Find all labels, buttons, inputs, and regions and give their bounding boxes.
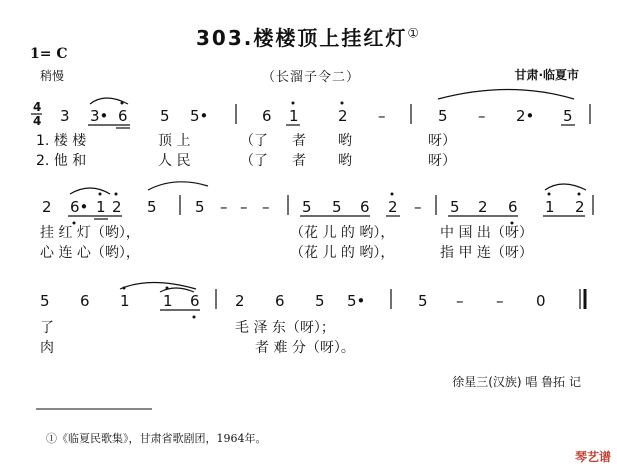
note: 5 [450,198,460,216]
note: 2 [42,198,52,216]
note: 5• [347,292,366,310]
lyric-line2: 者 [292,153,306,169]
note: 6 [262,107,272,125]
lyric-line1: 了 [40,320,54,336]
note: – [240,198,248,216]
note: 6 [118,107,128,125]
lyric-line1: 呀） [428,133,456,149]
lyric-line1: 1. 楼 楼 [36,133,87,149]
note: 5 [302,198,312,216]
note: 2 [575,198,585,216]
note: 2 [112,198,122,216]
note: 6 [80,292,90,310]
note: 5• [190,107,209,125]
lyric-line2: 指 甲 连（呀） [440,245,533,261]
time-signature-bottom: 4 [33,114,42,128]
note: 2 [338,107,348,125]
song-title: 303.楼楼顶上挂红灯① [195,26,421,50]
lyric-line1: 哟 [338,133,352,149]
note: 6 [360,198,370,216]
lyric-line2: 心 连 心（哟）， [40,245,140,261]
note: – [262,198,270,216]
lyric-line2: 人 民 [158,153,191,169]
note: 5 [147,198,157,216]
lyric-line2: （花 儿 的 哟）， [290,245,395,261]
note: 6• [70,198,89,216]
lyric-line1: 者 [292,133,306,149]
lyric-line2: 2. 他 和 [36,153,87,169]
lyric-line1: 中 国 出（呀） [440,225,533,241]
note: 1 [163,292,173,310]
note: – [456,292,464,310]
note: – [478,107,486,125]
lyric-line2: 者 难 分（呀）。 [255,340,355,356]
note: – [220,198,228,216]
note: 2 [388,198,398,216]
note: 5 [418,292,428,310]
note: 1 [96,198,106,216]
key-signature: 1= C [30,46,68,62]
lyric-line2: 肉 [40,340,54,356]
note: 2 [478,198,488,216]
note: 5 [40,292,50,310]
footnote-mark: ① [407,26,421,42]
note: – [378,107,386,125]
lyric-line1: （花 儿 的 哟）， [290,225,395,241]
lyric-line1: 挂 红 灯（哟）， [40,225,140,241]
lyric-line2: 哟 [338,153,352,169]
lyric-line1: （了 [240,133,268,149]
footnote: ①《临夏民歌集》，甘肃省歌剧团，1964年。 [46,432,267,445]
note: 5 [332,198,342,216]
lyric-line1: 顶 上 [158,133,191,149]
note: 6 [275,292,285,310]
subtitle: （长溜子令二） [262,70,361,85]
lyric-line1: 毛 泽 东（呀）； [235,320,335,336]
note: – [496,292,504,310]
note: 1 [120,292,130,310]
note: – [414,198,422,216]
note: 3 [60,107,70,125]
note: 3• [90,107,109,125]
site-logo: 琴艺谱 [574,450,611,464]
note: 2 [235,292,245,310]
tempo-marking: 稍慢 [40,69,65,83]
note: 6 [508,198,518,216]
note: 5 [160,107,170,125]
region: 甘肃·临夏市 [514,68,579,82]
note: 1 [545,198,555,216]
note: 5 [563,107,573,125]
note: 5 [438,107,448,125]
lyric-line2: 呀） [428,153,456,169]
note: 5 [315,292,325,310]
note: 2• [516,107,535,125]
time-signature-top: 4 [33,100,42,114]
lyric-line2: （了 [240,153,268,169]
note: 6 [190,292,200,310]
credit: 徐星三(汉族) 唱 鲁拓 记 [452,375,581,389]
note: 1 [289,107,299,125]
note: 5 [195,198,205,216]
note: 0 [536,292,546,310]
